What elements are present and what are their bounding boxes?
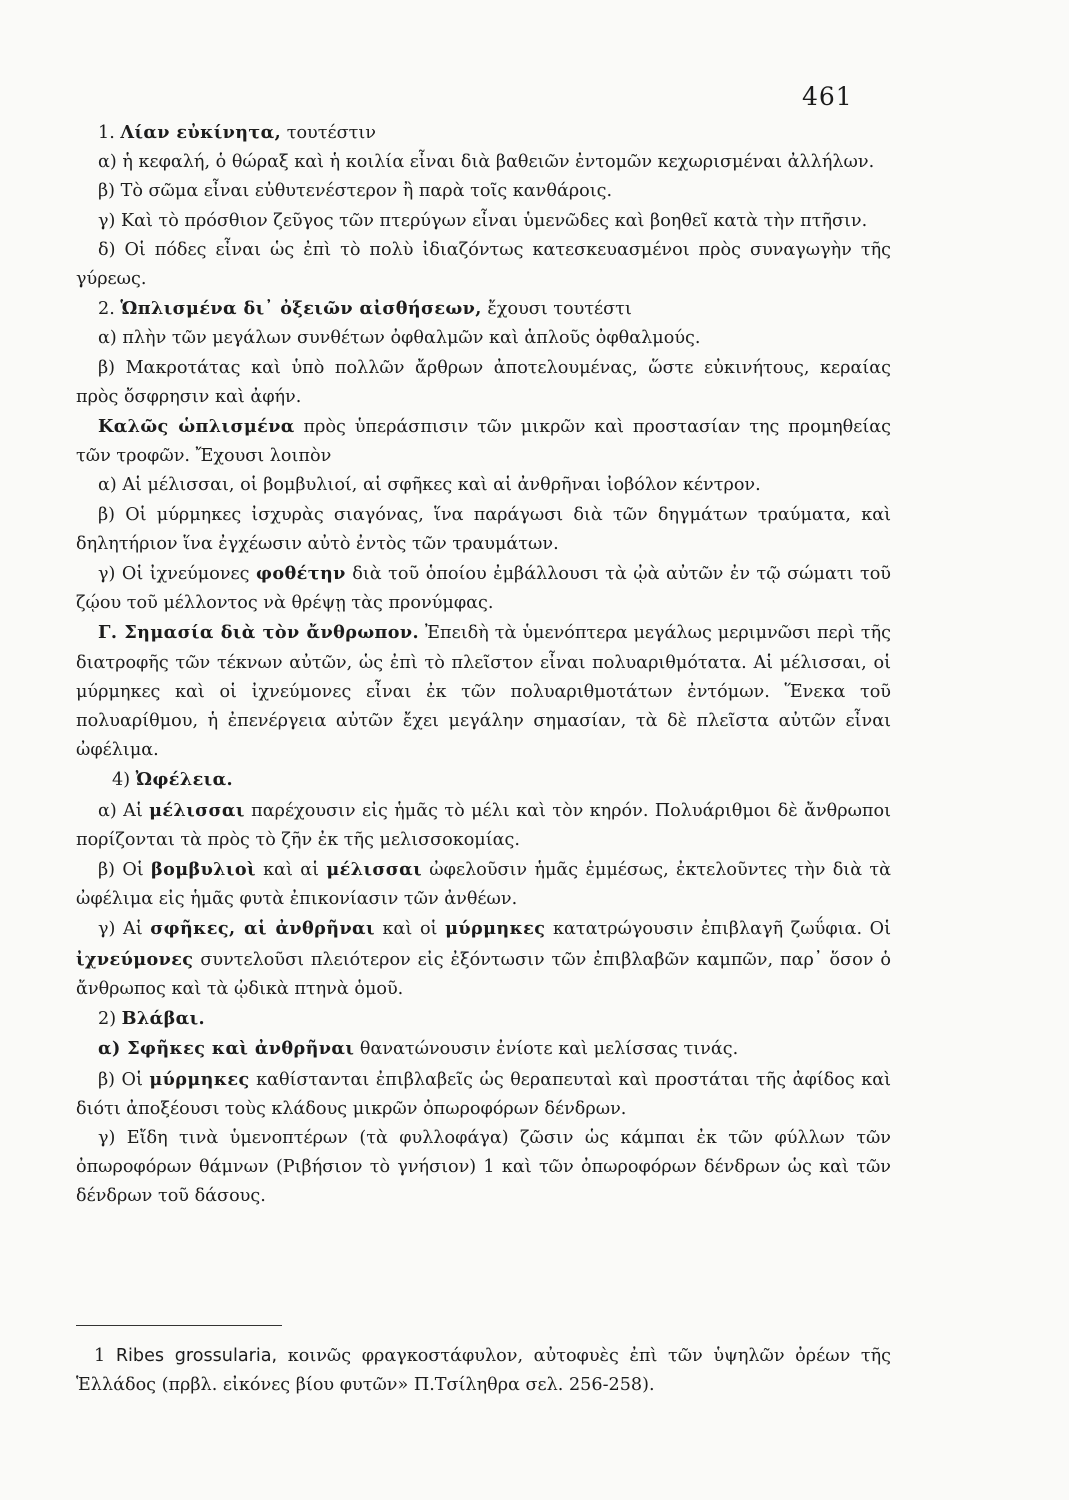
paragraph: α) Αἱ μέλισσαι, οἱ βομβυλιοί, αἱ σφῆκες καὶ αἱ ἀνθρῆναι ἰοβόλον κέντρον. <box>98 475 761 496</box>
footnote: 1 Ribes grossularia, κοινῶς φραγκοστάφυλον, αὐτοφυὲς ἐπὶ τῶν ὑψηλῶν ὀρέων τῆς Ἑλλάδος (πρβλ. εἰκόνες βίου φυτῶν» Π.Τσίληθρα σελ. 256-258). <box>76 1346 891 1396</box>
footnote-latin-name: Ribes grossularia, <box>115 1346 278 1366</box>
paragraph: α) Αἱ μέλισσαι παρέχουσιν εἰς ἡμᾶς τὸ μέλι καὶ τὸν κηρόν. Πολυάριθμοι δὲ ἄνθρωποι πορίζονται τὰ πρὸς τὸ ζῆν ἐκ τῆς μελισσοκομίας. <box>76 799 891 850</box>
body-text <box>76 118 891 1212</box>
section-5-heading: 2) Βλάβαι. <box>98 1008 206 1030</box>
paragraph: β) Οἱ μύρμηκες καθίστανται ἐπιβλαβεῖς ὡς θεραπευταὶ καὶ προστάται τῆς ἀφίδος καὶ διότι ἀποξέουσι τοὺς κλάδους μικρῶν ὀπωροφόρων δένδρων. <box>76 1068 891 1119</box>
page-number: 461 <box>802 82 853 111</box>
section-1-title: Λίαν εὐκίνητα, <box>120 122 282 143</box>
section-2-heading: 2. Ὡπλισμένα δι᾽ ὀξειῶν αἰσθήσεων, ἔχουσι τουτέστι <box>98 298 632 320</box>
paragraph: α) ἡ κεφαλή, ὁ θώραξ καὶ ἡ κοιλία εἶναι διὰ βαθειῶν ἐντομῶν κεχωρισμέναι ἀλλήλων. <box>98 152 875 173</box>
section-4-title: Ὠφέλεια. <box>135 769 234 791</box>
footnote-divider <box>76 1325 282 1326</box>
section-3-heading: Καλῶς ὡπλισμένα πρὸς ὑπεράσπισιν τῶν μικρῶν καὶ προστασίαν της προμηθείας τῶν τροφῶν. Ἔχουσι λοιπὸν <box>76 416 892 467</box>
section-5-title: Βλάβαι. <box>121 1008 206 1030</box>
paragraph: γ) Καὶ τὸ πρόσθιον ζεῦγος τῶν πτερύγων εἶναι ὑμενῶδες καὶ βοηθεῖ κατὰ τὴν πτῆσιν. <box>98 210 868 231</box>
section-2-title: Ὡπλισμένα δι᾽ ὀξειῶν αἰσθήσεων, <box>120 298 482 320</box>
paragraph: β) Οἱ μύρμηκες ἰσχυρὰς σιαγόνας, ἵνα παράγωσι διὰ τῶν δηγμάτων τραύματα, καὶ δηλητήριον ἵνα ἐγχέωσιν αὐτὸ ἐντὸς τῶν τραυμάτων. <box>76 504 891 554</box>
footnote-marker: 1 <box>94 1346 106 1366</box>
section-3-title: Καλῶς ὡπλισμένα <box>98 416 295 438</box>
paragraph: γ) Αἱ σφῆκες, αἱ ἀνθρῆναι καὶ οἱ μύρμηκες κατατρώγουσιν ἐπιβλαγῆ ζωΰφια. Οἱ ἰχνεύμονες συντελοῦσι πλειότερον εἰς ἐξόντωσιν τῶν ἐπιβλαβῶν καμπῶν, παρ᾽ ὅσον ὁ ἄνθρωπος καὶ τὰ ᾠδικὰ πτηνὰ ὁμοῦ. <box>76 918 891 999</box>
paragraph: β) Τὸ σῶμα εἶναι εὐθυτενέστερον ἢ παρὰ τοῖς κανθάροις. <box>98 181 613 202</box>
paragraph: γ) Οἱ ἰχνεύμονες φοθέτην διὰ τοῦ ὁποίου ἐμβάλλουσι τὰ ᾠὰ αὐτῶν ἐν τῷ σώματι τοῦ ζῴου τοῦ μέλλοντος νὰ θρέψῃ τὰς προνύμφας. <box>76 563 891 614</box>
section-1-heading: 1. Λίαν εὐκίνητα, τουτέστιν <box>98 122 376 143</box>
paragraph: β) Οἱ βομβυλιοὶ καὶ αἱ μέλισσαι ὠφελοῦσιν ἡμᾶς ἐμμέσως, ἐκτελοῦντες τὴν διὰ τὰ ὠφέλιμα εἰς ἡμᾶς φυτὰ ἐπικονίασιν τῶν ἀνθέων. <box>76 859 892 910</box>
paragraph: β) Μακροτάτας καὶ ὑπὸ πολλῶν ἄρθρων ἀποτελουμένας, ὥστε εὐκινήτους, κεραίας πρὸς ὄσφρησιν καὶ ἀφήν. <box>76 357 891 407</box>
section-gamma-title: Γ. Σημασία διὰ τὸν ἄνθρωπον. <box>98 622 420 644</box>
paragraph: δ) Οἱ πόδες εἶναι ὡς ἐπὶ τὸ πολὺ ἰδιαζόντως κατεσκευασμένοι πρὸς συναγωγὴν τῆς γύρεως. <box>76 239 891 290</box>
section-4-heading: 4) Ὠφέλεια. <box>112 769 234 791</box>
paragraph: α) πλὴν τῶν μεγάλων συνθέτων ὀφθαλμῶν καὶ ἁπλοῦς ὀφθαλμούς. <box>98 328 701 349</box>
section-gamma: Γ. Σημασία διὰ τὸν ἄνθρωπον. Ἐπειδὴ τὰ ὑμενόπτερα μεγάλως μεριμνῶσι περὶ τῆς διατροφῆς τῶν τέκνων αὐτῶν, ὡς ἐπὶ τὸ πλεῖστον εἶναι πολυαριθμότατα. Αἱ μέλισσαι, οἱ μύρμηκες καὶ οἱ ἰχνεύμονες εἶναι ἐκ τῶν πολυαριθμοτάτων ἐντόμων. Ἕνεκα τοῦ πολυαρίθμου, ἡ ἐπενέργεια αὐτῶν ἔχει μεγάλην σημασίαν, τὰ δὲ πλεῖστα αὐτῶν εἶναι ὠφέλιμα. <box>76 622 891 761</box>
paragraph: γ) Εἴδη τινὰ ὑμενοπτέρων (τὰ φυλλοφάγα) ζῶσιν ὡς κάμπαι ἐκ τῶν φύλλων τῶν ὀπωροφόρων θάμνων (Ριβήσιον τὸ γνήσιον) 1 καὶ τῶν ὀπωροφόρων δένδρων ὡς καὶ τῶν δένδρων τοῦ δάσους. <box>76 1127 891 1207</box>
paragraph: α) Σφῆκες καὶ ἀνθρῆναι θανατώνουσιν ἐνίοτε καὶ μελίσσας τινάς. <box>98 1038 739 1060</box>
